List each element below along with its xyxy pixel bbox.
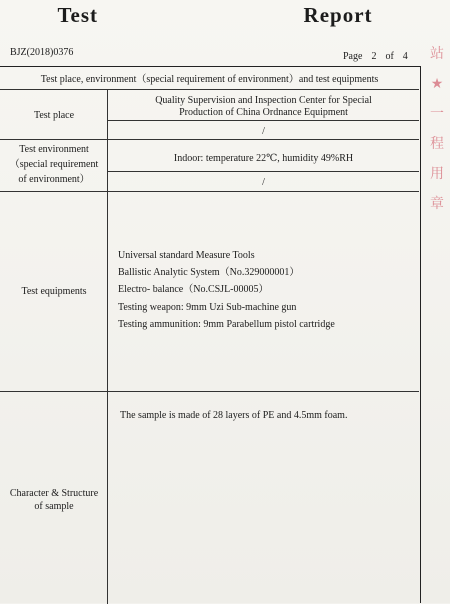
seal-glyph: 用 xyxy=(430,167,444,182)
official-seal-stamp xyxy=(427,40,447,270)
test-environment-value: Indoor: temperature 22℃, humidity 49%RH xyxy=(173,153,354,164)
divider xyxy=(0,391,419,392)
test-equipments-label: Test equipments xyxy=(21,286,87,297)
section-title: Test place, environment（special requirement of environment）and test equipments xyxy=(40,74,379,85)
star-icon: ★ xyxy=(430,77,444,92)
equipment-item: Universal standard Measure Tools xyxy=(118,250,255,261)
seal-glyph: 章 xyxy=(430,197,444,212)
report-form-table xyxy=(0,66,421,603)
page-indicator: Page 2 of 4 xyxy=(343,51,408,62)
equipment-item: Testing ammunition: 9mm Parabellum pistol cartridge xyxy=(118,318,335,330)
divider xyxy=(0,191,419,192)
test-place-label: Test place xyxy=(33,110,75,121)
test-environment-label-line2: （special requirement xyxy=(9,159,99,170)
test-equipments-list xyxy=(118,249,413,335)
equipment-item: Electro- balance（No.CSJL-00005） xyxy=(118,284,269,296)
seal-glyph: 一 xyxy=(430,107,444,122)
seal-glyph: 程 xyxy=(430,137,444,152)
test-place-value-line1: Quality Supervision and Inspection Center for Special xyxy=(155,95,372,106)
test-place-value-line2: Production of China Ordnance Equipment xyxy=(179,107,348,118)
equipment-item: Testing weapon: 9mm Uzi Sub-machine gun xyxy=(118,301,297,313)
divider xyxy=(108,171,419,172)
divider xyxy=(0,89,419,90)
test-environment-label-line1: Test environment xyxy=(19,144,89,155)
seal-glyph: 站 xyxy=(430,47,444,62)
divider xyxy=(0,139,419,140)
equipment-item: Ballistic Analytic System（No.329000001） xyxy=(118,267,300,279)
report-title: Test Report xyxy=(57,3,373,27)
test-place-sub-value: / xyxy=(262,126,265,137)
character-structure-label-line2: of sample xyxy=(34,501,74,512)
test-environment-label-line3: of environment） xyxy=(18,174,90,185)
divider xyxy=(108,120,419,121)
report-number: BJZ(2018)0376 xyxy=(10,47,74,58)
test-environment-sub-value: / xyxy=(262,177,265,188)
character-structure-value: The sample is made of 28 layers of PE and 4.5mm foam. xyxy=(120,410,348,421)
character-structure-label-line1: Character & Structure xyxy=(9,488,99,499)
